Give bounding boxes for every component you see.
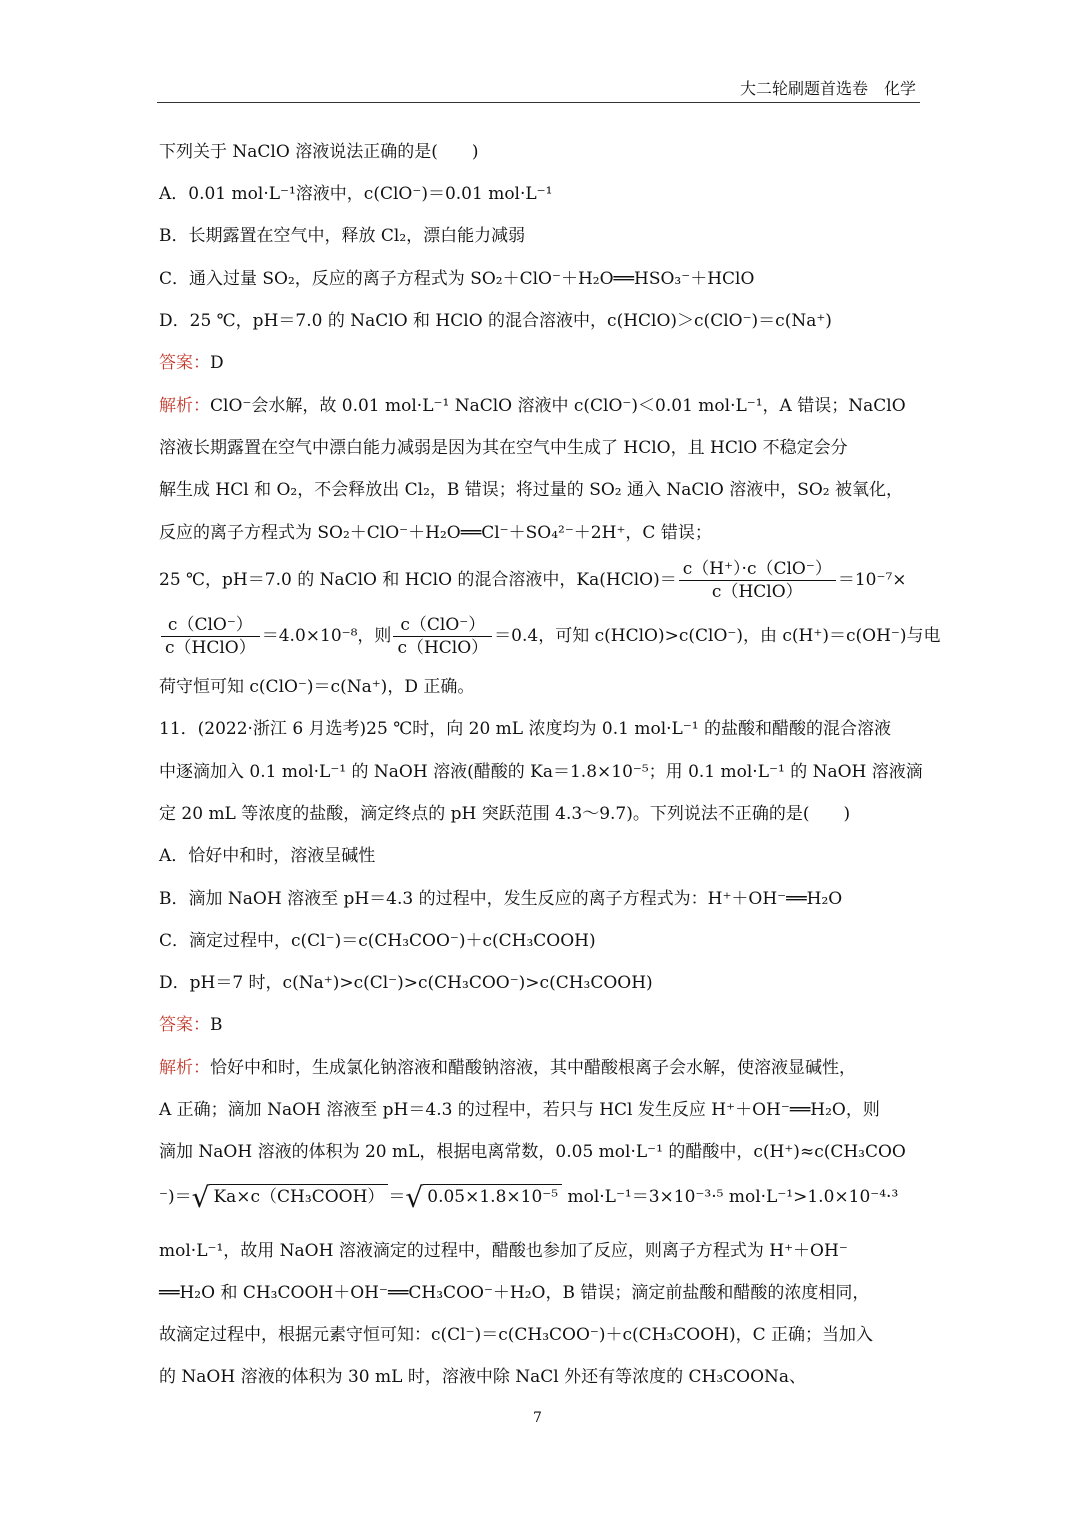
q11-analysis-line-4: [159, 1180, 899, 1214]
q11-analysis-line-6: ══H₂O 和 CH₃COOH＋OH⁻══CH₃COO⁻＋H₂O，B 错误；滴定前盐酸和醋酸的浓度相同，: [159, 1283, 870, 1303]
page-header: [157, 72, 920, 103]
analysis-text: ClO⁻会水解，故 0.01 mol·L⁻¹ NaClO 溶液中 c(ClO⁻)＜0.01 mol·L⁻¹，A 错误；NaClO: [210, 396, 906, 416]
formula-prefix: 25 ℃，pH＝7.0 的 NaClO 和 HClO 的混合溶液中，Ka(HClO)＝: [159, 570, 677, 590]
q11-analysis-line-2: A 正确；滴加 NaOH 溶液至 pH＝4.3 的过程中，若只与 HCl 发生反应 H⁺＋OH⁻══H₂O，则: [159, 1100, 880, 1120]
ratio-denominator-1: c（HClO）: [165, 638, 256, 658]
q10-option-a: A．0.01 mol·L⁻¹溶液中，c(ClO⁻)＝0.01 mol·L⁻¹: [159, 184, 553, 204]
ratio-denominator-2: c（HClO）: [397, 638, 489, 658]
q10-analysis-line-1: [159, 393, 906, 419]
q11-option-b: B．滴加 NaOH 溶液至 pH＝4.3 的过程中，发生反应的离子方程式为：H⁺＋OH⁻══H₂O: [159, 889, 843, 909]
sqrt-expression-1: [191, 1180, 389, 1214]
q10-analysis-line-2: 溶液长期露置在空气中漂白能力减弱是因为其在空气中生成了 HClO，且 HClO 不稳定会分: [159, 438, 848, 458]
ratio-suffix: ＝0.4，可知 c(HClO)>c(ClO⁻)，由 c(H⁺)＝c(OH⁻)与电: [494, 626, 941, 646]
answer-label: 答案：: [159, 353, 210, 373]
ratio-fraction-2: [393, 614, 492, 659]
q11-option-c: C．滴定过程中，c(Cl⁻)＝c(CH₃COO⁻)＋c(CH₃COOH): [159, 931, 596, 951]
ka-numerator: c（H⁺）·c（ClO⁻）: [679, 558, 836, 581]
q10-option-c: C．通入过量 SO₂，反应的离子方程式为 SO₂＋ClO⁻＋H₂O══HSO₃⁻＋HClO: [159, 269, 755, 289]
ka-fraction: [679, 558, 836, 603]
radicand-2: 0.05×1.8×10⁻⁵: [423, 1184, 562, 1209]
q10-analysis-line-6: [159, 614, 941, 659]
q11-stem-line-3: 定 20 mL 等浓度的盐酸，滴定终点的 pH 突跃范围 4.3～9.7)。下列说法不正确的是( ): [159, 804, 851, 824]
q10-analysis-line-7: 荷守恒可知 c(ClO⁻)＝c(Na⁺)，D 正确。: [159, 677, 475, 697]
q10-option-d: D．25 ℃，pH＝7.0 的 NaClO 和 HClO 的混合溶液中，c(HClO)＞c(ClO⁻)＝c(Na⁺): [159, 311, 832, 331]
header-title: 大二轮刷题首选卷 化学: [739, 79, 916, 98]
q11-answer: [159, 1012, 223, 1038]
analysis-label: 解析：: [159, 396, 210, 416]
q11-stem-line-2: 中逐滴加入 0.1 mol·L⁻¹ 的 NaOH 溶液(醋酸的 Ka＝1.8×10⁻⁵；用 0.1 mol·L⁻¹ 的 NaOH 溶液滴: [159, 762, 923, 782]
q11-option-a: A．恰好中和时，溶液呈碱性: [159, 846, 376, 866]
formula-suffix: ＝10⁻⁷×: [837, 570, 907, 590]
sqrt-expression-2: [405, 1180, 562, 1214]
q10-analysis-line-3: 解生成 HCl 和 O₂，不会释放出 Cl₂，B 错误；将过量的 SO₂ 通入 NaClO 溶液中，SO₂ 被氧化，: [159, 480, 903, 500]
analysis-label: 解析：: [159, 1058, 210, 1078]
q10-analysis-line-5: [159, 558, 907, 603]
q10-option-b: B．长期露置在空气中，释放 Cl₂，漂白能力减弱: [159, 226, 526, 246]
sqrt-equals: ＝: [388, 1187, 406, 1207]
page-number: 7: [533, 1410, 542, 1426]
ratio-numerator-2: c（ClO⁻）: [393, 614, 492, 637]
ratio-mid: ＝4.0×10⁻⁸，则: [261, 626, 392, 646]
q11-analysis-line-1: [159, 1055, 856, 1081]
q10-answer: [159, 350, 224, 376]
answer-value: D: [210, 353, 224, 373]
q11-analysis-line-3: 滴加 NaOH 溶液的体积为 20 mL，根据电离常数，0.05 mol·L⁻¹ 的醋酸中，c(H⁺)≈c(CH₃COO: [159, 1142, 906, 1162]
ratio-numerator-1: c（ClO⁻）: [161, 614, 260, 637]
answer-label: 答案：: [159, 1015, 210, 1035]
q10-analysis-line-4: 反应的离子方程式为 SO₂＋ClO⁻＋H₂O══Cl⁻＋SO₄²⁻＋2H⁺，C 错误；: [159, 523, 712, 543]
q11-option-d: D．pH＝7 时，c(Na⁺)>c(Cl⁻)>c(CH₃COO⁻)>c(CH₃COOH): [159, 973, 653, 993]
q11-stem-line-1: 11．(2022·浙江 6 月选考)25 ℃时，向 20 mL 浓度均为 0.1 mol·L⁻¹ 的盐酸和醋酸的混合溶液: [159, 719, 892, 739]
sqrt-prefix: ⁻)＝: [159, 1187, 192, 1207]
answer-value: B: [210, 1015, 223, 1035]
radical-icon: √: [405, 1180, 424, 1214]
ratio-fraction-1: [161, 614, 260, 659]
q11-analysis-line-8: 的 NaOH 溶液的体积为 30 mL 时，溶液中除 NaCl 外还有等浓度的 CH₃COONa、: [159, 1367, 807, 1387]
ka-denominator: c（HClO）: [711, 582, 803, 602]
radical-icon: √: [191, 1180, 210, 1214]
sqrt-suffix: mol·L⁻¹＝3×10⁻³·⁵ mol·L⁻¹>1.0×10⁻⁴·³: [562, 1187, 899, 1207]
q11-analysis-line-5: mol·L⁻¹，故用 NaOH 溶液滴定的过程中，醋酸也参加了反应，则离子方程式为 H⁺＋OH⁻: [159, 1241, 848, 1261]
analysis-text: 恰好中和时，生成氯化钠溶液和醋酸钠溶液，其中醋酸根离子会水解，使溶液显碱性，: [210, 1058, 856, 1078]
q10-stem: 下列关于 NaClO 溶液说法正确的是( ): [159, 142, 479, 162]
q11-analysis-line-7: 故滴定过程中，根据元素守恒可知：c(Cl⁻)＝c(CH₃COO⁻)＋c(CH₃COOH)，C 正确；当加入: [159, 1325, 874, 1345]
radicand-1: Ka×c（CH₃COOH）: [209, 1184, 388, 1209]
